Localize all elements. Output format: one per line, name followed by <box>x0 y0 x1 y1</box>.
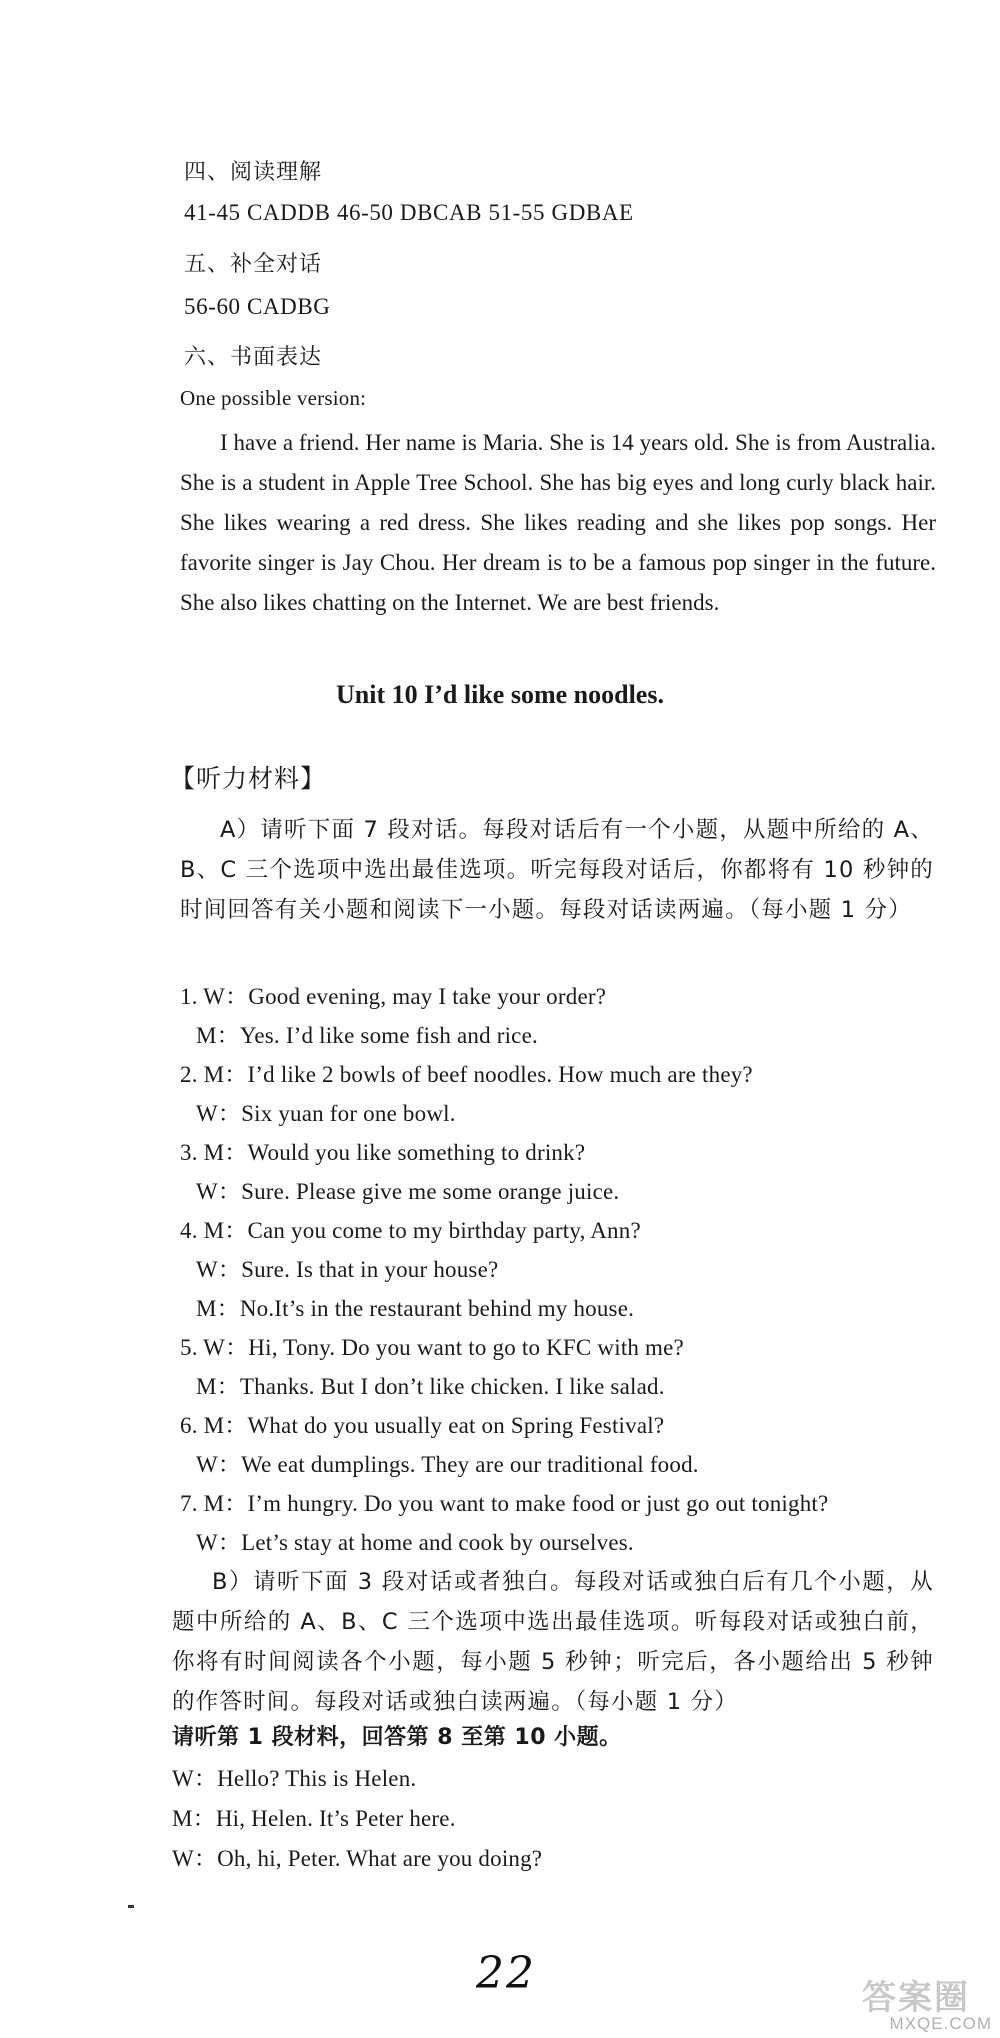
listening-title: 【听力材料】 <box>170 764 327 793</box>
dialogue-line: M：Yes. I’d like some fish and rice. <box>196 1023 538 1048</box>
dialogue-line: W：Six yuan for one bowl. <box>196 1101 456 1126</box>
watermark-logo-text: 答案圈 <box>862 1978 970 2018</box>
page-number: 22 <box>476 1948 536 1999</box>
material1-heading: 请听第 1 段材料，回答第 8 至第 10 小题。 <box>172 1725 622 1750</box>
section6-heading: 六、书面表达 <box>184 345 323 370</box>
watermark-logo <box>822 1970 992 2034</box>
section5-heading: 五、补全对话 <box>184 252 323 277</box>
stray-mark <box>128 1905 134 1908</box>
section5-answers: 56-60 CADBG <box>184 294 331 319</box>
part-b-instructions: B）请听下面 3 段对话或者独白。每段对话或独白后有几个小题，从题中所给的 A、B、C 三个选项中选出最佳选项。听每段对话或独白前，你将有时间阅读各个小题，每小题 5 秒钟；听完后，各小题给出 5 秒钟的作答时间。每段对话或独白读两遍。（每小题 1 分） <box>172 1569 934 1715</box>
dialogue-line: 1. W：Good evening, may I take your order? <box>180 984 607 1009</box>
material-line: W：Oh, hi, Peter. What are you doing? <box>172 1846 543 1871</box>
version-label: One possible version: <box>180 386 367 410</box>
dialogue-line: 5. W：Hi, Tony. Do you want to go to KFC with me? <box>180 1335 684 1360</box>
part-a-instructions: A）请听下面 7 段对话。每段对话后有一个小题，从题中所给的 A、B、C 三个选项中选出最佳选项。听完每段对话后，你都将有 10 秒钟的时间回答有关小题和阅读下一小题。每段对话读两遍。（每小题 1 分） <box>180 817 934 923</box>
dialogue-line: W：Sure. Please give me some orange juice. <box>196 1179 620 1204</box>
dialogue-line: 4. M：Can you come to my birthday party, Ann? <box>180 1218 641 1243</box>
dialogue-line: 7. M：I’m hungry. Do you want to make food or just go out tonight? <box>180 1491 829 1516</box>
dialogue-line: W：Sure. Is that in your house? <box>196 1257 499 1282</box>
dialogue-line: M：No.It’s in the restaurant behind my house. <box>196 1296 635 1321</box>
dialogue-line: W：We eat dumplings. They are our traditional food. <box>196 1452 699 1477</box>
dialogue-line: 3. M：Would you like something to drink? <box>180 1140 586 1165</box>
dialogue-line: 2. M：I’d like 2 bowls of beef noodles. How much are they? <box>180 1062 753 1087</box>
dialogue-line: 6. M：What do you usually eat on Spring Festival? <box>180 1413 665 1438</box>
unit-title: Unit 10 I’d like some noodles. <box>336 680 664 709</box>
dialogue-line: W：Let’s stay at home and cook by ourselves. <box>196 1530 634 1555</box>
material-line: W：Hello? This is Helen. <box>172 1766 417 1791</box>
essay-paragraph: I have a friend. Her name is Maria. She is 14 years old. She is from Australia. She is a student in Apple Tree School. She has big eyes and long curly black hair. She likes wearing a red dress. She likes reading and she likes pop songs. Her favorite singer is Jay Chou. Her dream is to be a famous pop singer in the future. She also likes chatting on the Internet. We are best friends. <box>180 430 936 615</box>
section4-heading: 四、阅读理解 <box>184 160 323 185</box>
dialogue-line: M：Thanks. But I don’t like chicken. I like salad. <box>196 1374 665 1399</box>
section4-answers: 41-45 CADDB 46-50 DBCAB 51-55 GDBAE <box>184 200 634 225</box>
watermark-url: MXQE.COM <box>889 2014 992 2033</box>
material-line: M：Hi, Helen. It’s Peter here. <box>172 1806 456 1831</box>
